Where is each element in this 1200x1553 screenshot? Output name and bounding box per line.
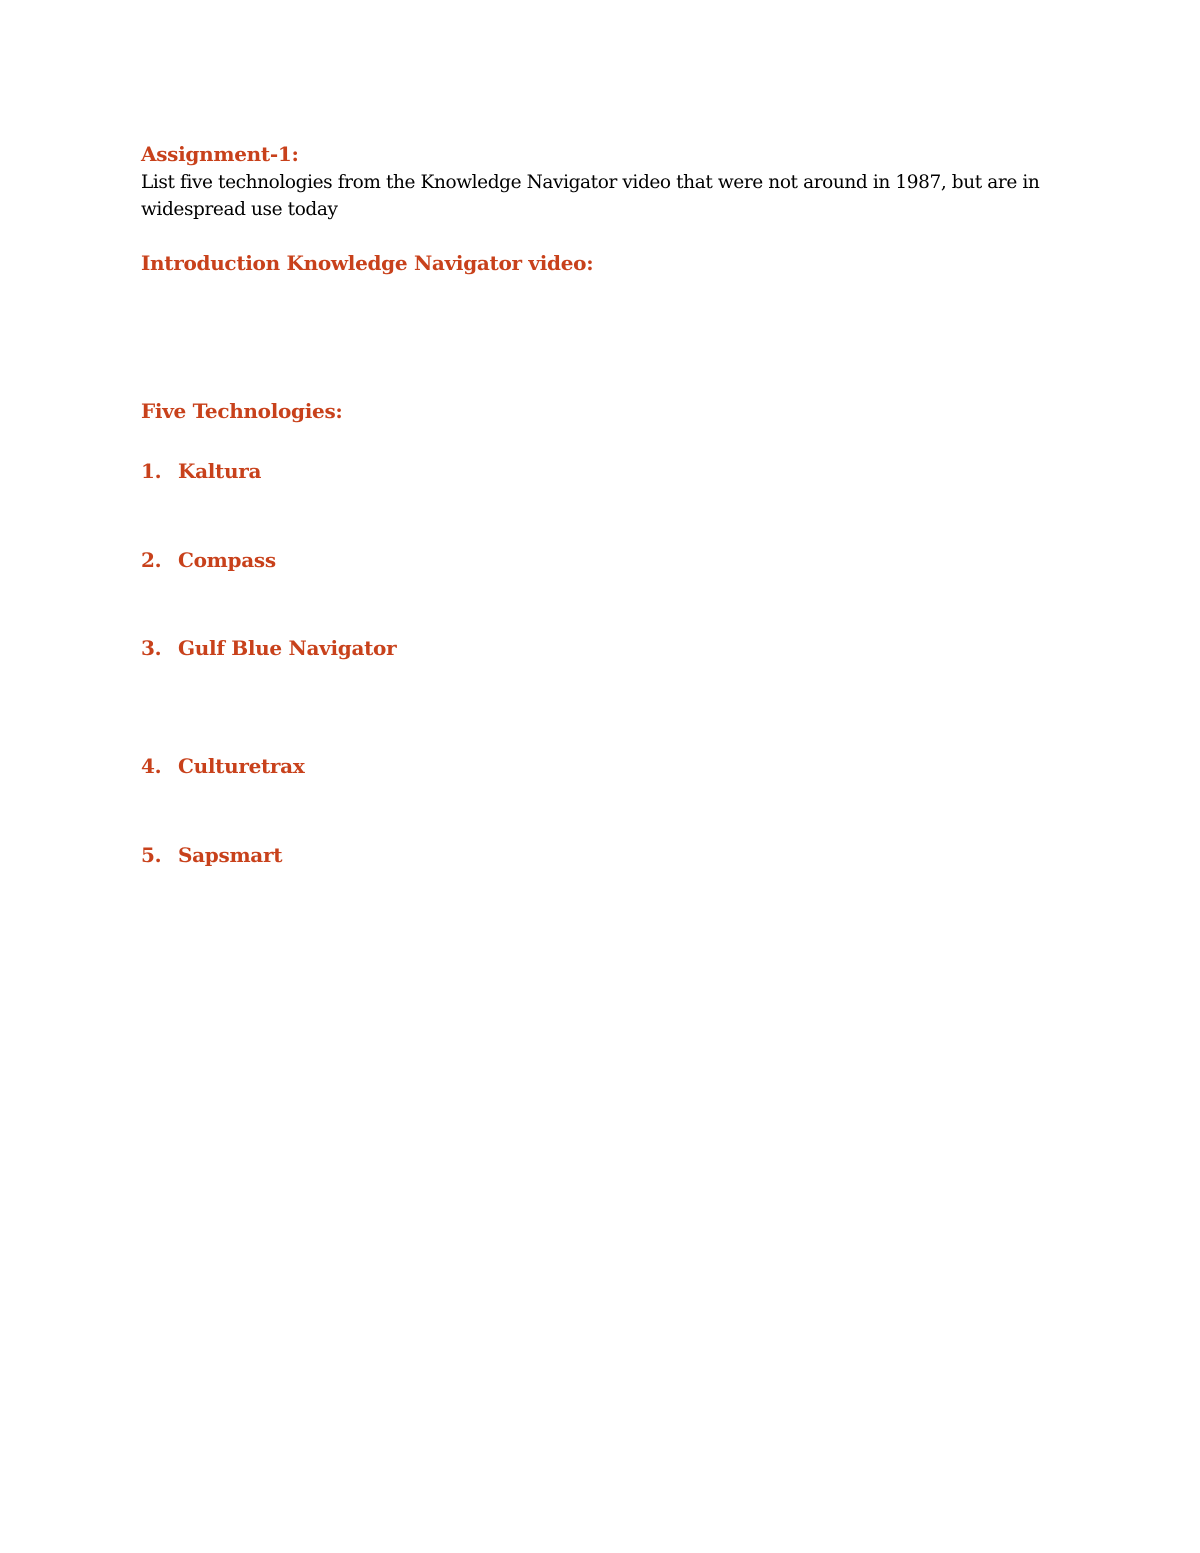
list-item: [141, 636, 396, 660]
assignment-title: Assignment-1:: [141, 142, 299, 166]
list-item-label: Sapsmart: [178, 843, 283, 867]
assignment-description: List five technologies from the Knowledge Navigator video that were not around in 1987, but are in widespread use today: [141, 172, 1040, 220]
list-item: [141, 548, 276, 572]
list-item-label: Culturetrax: [178, 754, 305, 778]
list-item-label: Compass: [178, 548, 276, 572]
list-item-number: 5.: [141, 843, 162, 867]
list-item-number: 3.: [141, 636, 162, 660]
list-item: [141, 459, 261, 483]
list-item-number: 4.: [141, 754, 162, 778]
technologies-title: Five Technologies:: [141, 399, 343, 423]
introduction-title: Introduction Knowledge Navigator video:: [141, 251, 594, 275]
list-item: [141, 754, 304, 778]
list-item-label: Kaltura: [178, 459, 262, 483]
list-item: [141, 843, 282, 867]
list-item-number: 2.: [141, 548, 162, 572]
list-item-number: 1.: [141, 459, 162, 483]
list-item-label: Gulf Blue Navigator: [178, 636, 397, 660]
